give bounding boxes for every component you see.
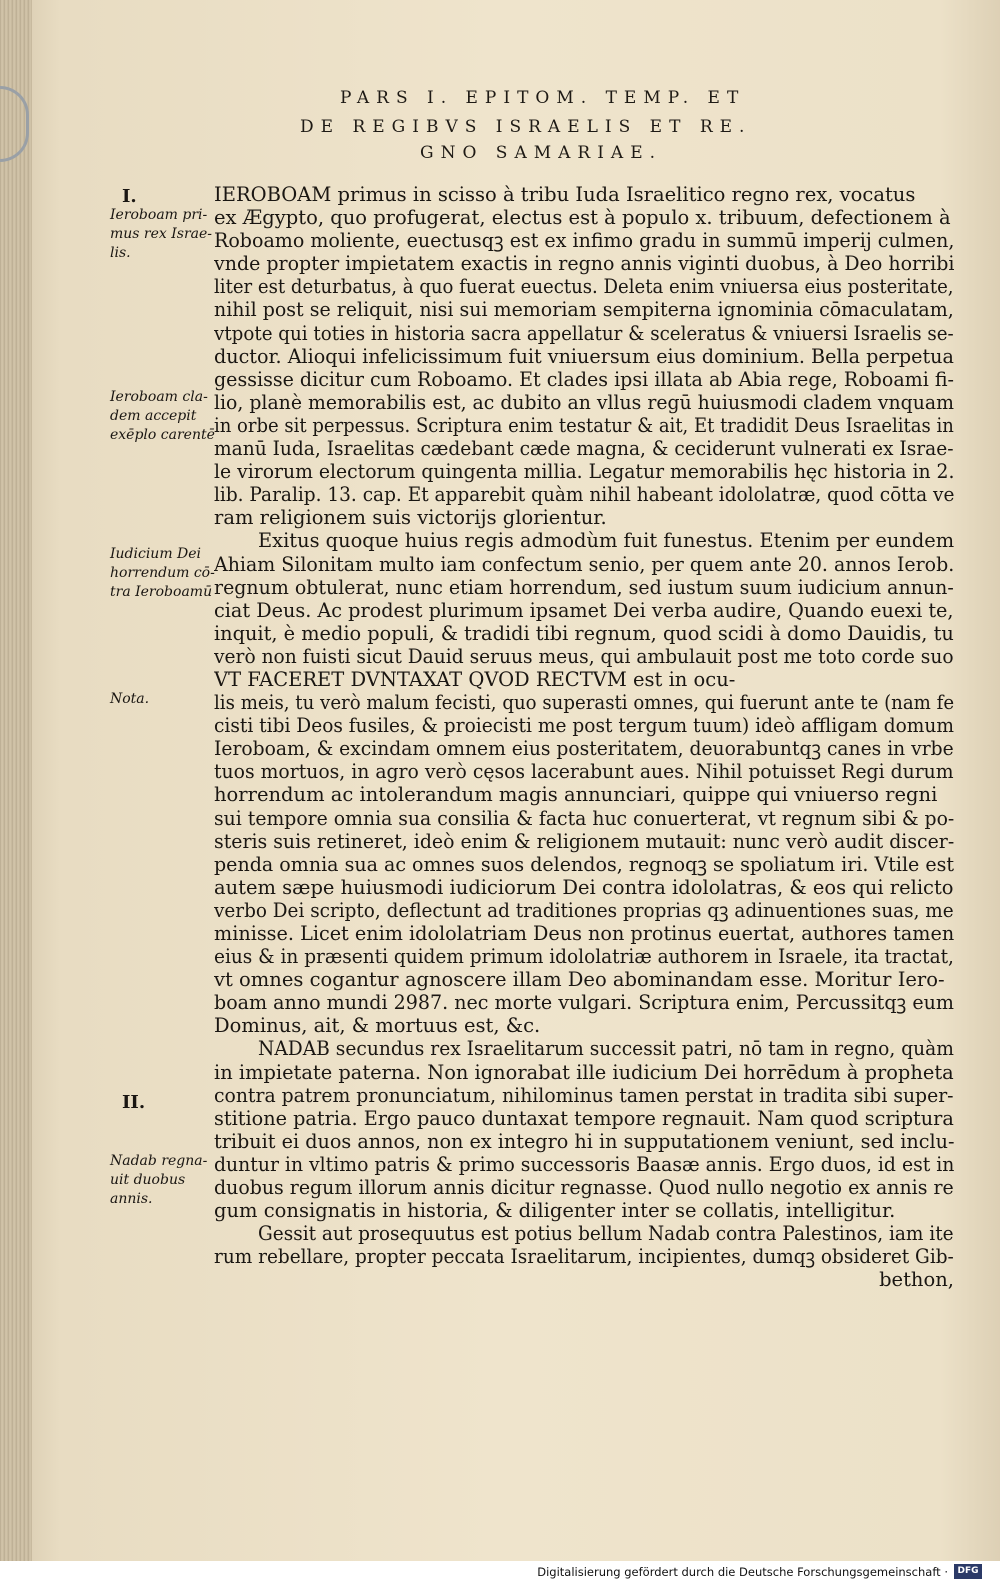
text-line: nihil post se reliquit, nisi sui memoriam sempiterna ignominia cōmaculatam, [214, 298, 954, 322]
margin-note-line: Nota. [110, 691, 150, 707]
margin-note-line: dem accepit [110, 408, 197, 424]
text-line: tribuit ei duos annos, non ex integro hi in supputationem veniunt, sed inclu- [214, 1129, 954, 1153]
text-line: stitione patria. Ergo pauco duntaxat tempore regnauit. Nam quod scriptura [214, 1106, 954, 1130]
running-head: PARS I. EPITOM. TEMP. ET [340, 88, 746, 108]
text-line: Ahiam Silonitam multo iam confectum senio, per quem ante 20. annos Ierob. [214, 552, 954, 576]
text-line: eius & in præsenti quidem primum idololatriæ authorem in Israele, ita tractat, [214, 945, 954, 969]
text-line: IEROBOAM primus in scisso à tribu Iuda Israelitico regno rex, vocatus [214, 183, 916, 206]
text-line: lio, planè memorabilis est, ac dubito an vllus regū huiusmodi cladem vnquam [214, 390, 954, 414]
margin-note-line: exēplo carentē [110, 427, 215, 443]
text-line: rum rebellare, propter peccata Israelitarum, incipientes, dumqꝫ obsideret Gib- [214, 1245, 954, 1269]
text-line: tuos mortuos, in agro verò cęsos lacerabunt aues. Nihil potuisset Regi durum [214, 760, 954, 784]
margin-note-line: Iudicium Dei [110, 546, 202, 562]
text-line: Roboamo moliente, euectusqꝫ est ex infimo gradu in summū imperij culmen, [214, 229, 954, 253]
text-line: duobus regum illorum annis dicitur regnasse. Quod nullo negotio ex annis re [214, 1176, 954, 1200]
text-line: sui tempore omnia sua consilia & facta huc conuerterat, vt regnum sibi & po- [214, 806, 954, 830]
text-line: NADAB secundus rex Israelitarum successit patri, nō tam in regno, quàm [258, 1037, 954, 1061]
margin-note-line: lis. [110, 245, 131, 261]
chapter-title-line-1: DE REGIBVS ISRAELIS ET RE. [300, 117, 752, 137]
text-line: ductor. Alioqui infelicissimum fuit vniuersum eius dominium. Bella perpetua [214, 344, 954, 368]
text-line: Gessit aut prosequutus est potius bellum Nadab contra Palestinos, iam ite [258, 1222, 954, 1246]
text-line: cisti tibi Deos fusiles, & proiecisti me post tergum tuum) ideò affligam domum [214, 714, 954, 738]
text-line: ram religionem suis victorijs glorientur. [214, 506, 607, 530]
text-line: steris suis retineret, ideò enim & religionem mutauit: nunc verò audit discer- [214, 829, 954, 853]
text-line: in impietate paterna. Non ignorabat ille iudicium Dei horrēdum à propheta [214, 1060, 954, 1084]
text-line: inquit, è medio populi, & tradidi tibi regnum, quod scidi à domo Dauidis, tu [214, 621, 954, 645]
text-line: horrendum ac intolerandum magis annunciari, quippe qui vniuerso regni [214, 783, 938, 807]
margin-note-line: uit duobus [110, 1172, 186, 1188]
text-line: Exitus quoque huius regis admodùm fuit funestus. Etenim per eundem [258, 529, 954, 553]
text-line: in orbe sit perpessus. Scriptura enim testatur & ait, Et tradidit Deus Israelitas in [214, 413, 954, 437]
text-line: penda omnia sua ac omnes suos delendos, regnoqꝫ se spoliatum iri. Vtile est [214, 852, 954, 876]
text-line: ex Ægypto, quo profugerat, electus est à populo x. tribuum, defectionem à [214, 206, 951, 230]
catchword: bethon, [879, 1268, 954, 1292]
margin-note [110, 545, 215, 602]
margin-note [110, 206, 215, 263]
text-line: manū Iuda, Israelitas cædebant cæde magna, & ceciderunt vulnerati ex Israe- [214, 437, 954, 461]
text-line: Ieroboam, & excindam omnem eius posteritatem, deuorabuntqꝫ canes in vrbe [214, 737, 954, 761]
page-edge-stack [0, 0, 32, 1561]
text-line: minisse. Licet enim idololatriam Deus non protinus euertat, authores tamen [214, 922, 954, 945]
margin-note-line: horrendum cō- [110, 565, 215, 581]
margin-note [110, 690, 215, 709]
margin-note-line: Nadab regna- [110, 1153, 208, 1169]
margin-note-line: Ieroboam cla- [110, 389, 208, 405]
chapter-title-line-2: GNO SAMARIAE. [420, 143, 663, 163]
margin-note [110, 1152, 215, 1209]
text-line: verò non fuisti sicut Dauid seruus meus, qui ambulauit post me toto corde suo [214, 644, 954, 668]
margin-note-line: Ieroboam pri- [110, 207, 208, 223]
dfg-logo: DFG [954, 1564, 982, 1579]
text-line: vtpote qui toties in historia sacra appellatur & sceleratus & vniuersi Israelis se- [214, 321, 954, 345]
section-number: II. [122, 1092, 146, 1113]
section-number: I. [122, 186, 137, 207]
text-line: vt omnes cogantur agnoscere illam Deo abominandam esse. Moritur Iero- [214, 968, 945, 992]
text-line: ciat Deus. Ac prodest plurimum ipsamet Dei verba audire, Quando euexi te, [214, 598, 954, 622]
text-line: verbo Dei scripto, deflectunt ad traditiones proprias qꝫ adinuentiones suas, me [214, 898, 954, 922]
text-line: le virorum electorum quingenta millia. Legatur memorabilis hęc historia in 2. [214, 460, 954, 484]
margin-note [110, 388, 215, 445]
text-line: liter est deturbatus, à quo fuerat euectus. Deleta enim vniuersa eius posteritate, [214, 275, 954, 299]
margin-note-line: mus rex Israe- [110, 226, 213, 242]
body-text [214, 183, 954, 1292]
text-line: gessisse dicitur cum Roboamo. Et clades ipsi illata ab Abia rege, Roboami fi- [214, 367, 954, 391]
text-line: gum consignatis in historia, & diligenter inter se collatis, intelligitur. [214, 1199, 896, 1223]
text-line: VT FACERET DVNTAXAT QVOD RECTVM est in ocu- [214, 667, 736, 691]
margin-note-line: tra Ieroboamū [110, 584, 213, 600]
text-line: lib. Paralip. 13. cap. Et apparebit quàm nihil habeant idololatræ, quod cōtta ve [214, 483, 954, 507]
text-line: duntur in vltimo patris & primo successoris Baasæ annis. Ergo duos, id est in [214, 1152, 954, 1176]
text-line: contra patrem pronunciatum, nihilominus tamen perstat in tradita sibi super- [214, 1083, 954, 1107]
text-line: autem sæpe huiusmodi iudiciorum Dei contra idololatras, & eos qui relicto [214, 875, 954, 899]
text-line: lis meis, tu verò malum fecisti, quo superasti omnes, qui fuerunt ante te (nam fe [214, 691, 954, 715]
text-line: vnde propter impietatem exactis in regno annis viginti duobus, à Deo horribi [214, 252, 954, 276]
margin-note-line: annis. [110, 1191, 153, 1207]
funding-notice: Digitalisierung gefördert durch die Deutsche Forschungsgemeinschaft · [537, 1565, 948, 1579]
footer-bar [0, 1561, 1000, 1584]
text-line: regnum obtulerat, nunc etiam horrendum, sed iustum suum iudicium annun- [214, 575, 954, 599]
text-line: Dominus, ait, & mortuus est, &c. [214, 1014, 541, 1038]
text-line: boam anno mundi 2987. nec morte vulgari. Scriptura enim, Percussitqꝫ eum [214, 991, 954, 1015]
